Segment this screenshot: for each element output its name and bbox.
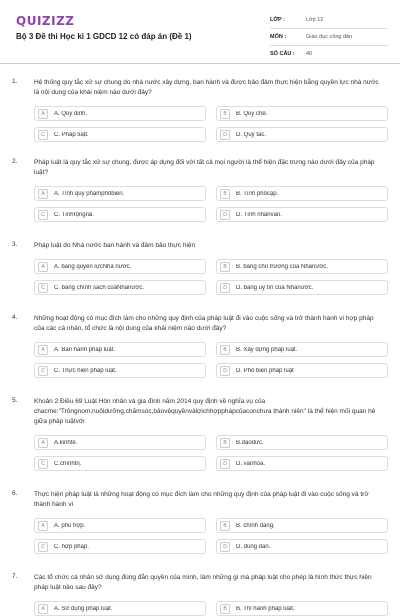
option-text: B. chính đáng.: [236, 522, 275, 529]
option-text: D. Quy tắc.: [236, 131, 267, 138]
option-letter-box: C: [38, 542, 48, 552]
option-text: A. Ban hành pháp luật.: [54, 346, 116, 353]
question-number: 6.: [12, 490, 18, 497]
question-list: [0, 78, 400, 616]
answer-option[interactable]: [216, 435, 388, 450]
question-item: [0, 490, 400, 554]
option-letter-box: D: [220, 210, 230, 220]
meta-row-class: [270, 12, 388, 29]
worksheet-title: Bộ 3 Đề thi Học kì 1 GDCD 12 có đáp án (Đề 1): [16, 32, 192, 41]
option-text: C. bằng chính sách củaNhànước.: [54, 284, 145, 291]
answer-option[interactable]: [34, 342, 206, 357]
option-letter-box: B: [220, 345, 230, 355]
worksheet-header: [0, 0, 400, 62]
option-text: A. phù hợp.: [54, 522, 86, 529]
answer-option[interactable]: [34, 601, 206, 616]
option-text: B. Thi hành pháp luật.: [236, 605, 295, 612]
option-letter-box: C: [38, 459, 48, 469]
option-text: C. Thực hiện pháp luật.: [54, 367, 117, 374]
question-item: [0, 158, 400, 222]
answer-option[interactable]: [216, 601, 388, 616]
answer-options: [34, 342, 380, 378]
option-letter-box: C: [38, 130, 48, 140]
option-letter-box: A: [38, 189, 48, 199]
option-letter-box: A: [38, 521, 48, 531]
answer-option[interactable]: [34, 280, 206, 295]
meta-label: SỐ CÂU :: [270, 51, 295, 57]
answer-option[interactable]: [34, 127, 206, 142]
option-text: C. hợp pháp.: [54, 543, 89, 550]
answer-option[interactable]: [34, 539, 206, 554]
option-letter-box: B: [220, 438, 230, 448]
option-text: D. đúng đắn.: [236, 543, 271, 550]
option-text: B. Xây dựng pháp luật.: [236, 346, 298, 353]
question-number: 2.: [12, 158, 18, 165]
question-item: [0, 397, 400, 471]
question-number: 1.: [12, 78, 18, 85]
option-letter-box: B: [220, 521, 230, 531]
option-letter-box: A: [38, 109, 48, 119]
answer-option[interactable]: [216, 342, 388, 357]
answer-option[interactable]: [34, 456, 206, 471]
question-text: Những hoạt động có mục đích làm cho những quy định của pháp luật đi vào cuộc sống và trở thành hành vi hợp pháp của các cá nhân, tổ chức là nội dung của khái niệm nào dưới đây?: [34, 315, 374, 332]
answer-option[interactable]: [216, 539, 388, 554]
question-text: Thực hiện pháp luật là những hoạt động có mục đích làm cho những quy định của pháp luật đi vào cuộc sống và trở thành hành vi: [34, 491, 369, 508]
question-number: 7.: [12, 573, 18, 580]
answer-option[interactable]: [34, 518, 206, 533]
question-text: Hệ thống quy tắc xử sự chung do nhà nước xây dựng, ban hành và được bảo đảm thực hiện bằng quyền lực nhà nước là nội dung của khái niệm nào dưới đây?: [34, 79, 379, 96]
option-letter-box: B: [220, 604, 230, 614]
question-number: 5.: [12, 397, 18, 404]
question-text: Các tổ chức cá nhân sử dụng đúng đắn quyền của mình, làm những gì mà pháp luật cho phép là hình thức thực hiện pháp luật nào sau đây?: [34, 574, 372, 591]
option-letter-box: C: [38, 366, 48, 376]
option-letter-box: D: [220, 366, 230, 376]
option-text: D. Phổ biến pháp luật: [236, 367, 294, 374]
option-letter-box: C: [38, 210, 48, 220]
answer-option[interactable]: [216, 518, 388, 533]
question-number: 4.: [12, 314, 18, 321]
option-text: D. vănhóa.: [236, 460, 266, 467]
answer-options: [34, 435, 380, 471]
meta-value: 40: [306, 51, 313, 57]
answer-options: [34, 518, 380, 554]
option-text: A. Tính quy phạmphổbiến.: [54, 190, 125, 197]
answer-option[interactable]: [216, 456, 388, 471]
option-text: A. bằng quyền lựcNhà nước.: [54, 263, 132, 270]
option-text: C. Tínhrộngrãi.: [54, 211, 94, 218]
meta-label: MÔN :: [270, 34, 287, 40]
answer-option[interactable]: [216, 259, 388, 274]
question-text: Khoản 2 Điều 69 Luật Hôn nhân và gia đình năm 2014 quy định về nghĩa vụ của chacme:"Trôngnom,nuôidưỡng,chămsóc,bảovệquyềnvàlợichhợpphápcủaconchưa thành niên" là thể hiện mối quan hệ giữa pháp luậtvới: [34, 398, 376, 425]
answer-option[interactable]: [34, 363, 206, 378]
worksheet-meta: [270, 12, 388, 62]
option-text: B. Quy chế.: [236, 110, 268, 117]
option-letter-box: A: [38, 604, 48, 614]
option-letter-box: A: [38, 438, 48, 448]
option-letter-box: B: [220, 262, 230, 272]
answer-option[interactable]: [34, 259, 206, 274]
answer-option[interactable]: [216, 127, 388, 142]
option-letter-box: D: [220, 542, 230, 552]
option-letter-box: A: [38, 262, 48, 272]
header-divider: [0, 63, 400, 64]
question-item: [0, 241, 400, 295]
option-text: B.đạođức.: [236, 439, 264, 446]
option-letter-box: C: [38, 283, 48, 293]
meta-label: LỚP :: [270, 17, 285, 23]
option-text: D. Tính nhânvăn.: [236, 211, 282, 218]
option-letter-box: D: [220, 130, 230, 140]
meta-row-question-count: [270, 46, 388, 62]
option-text: A. Quy định.: [54, 110, 88, 117]
option-text: D. bằng uy tín của Nhànước.: [236, 284, 314, 291]
option-text: A.kinhtế.: [54, 439, 78, 446]
question-item: [0, 314, 400, 378]
answer-option[interactable]: [216, 363, 388, 378]
question-number: 3.: [12, 241, 18, 248]
option-text: C.chínhtrị.: [54, 460, 82, 467]
quizizz-logo: QUIZIZZ: [16, 14, 75, 28]
option-letter-box: A: [38, 345, 48, 355]
option-letter-box: D: [220, 283, 230, 293]
meta-value: Lớp 12: [306, 17, 324, 23]
answer-option[interactable]: [34, 435, 206, 450]
question-text: Pháp luật do Nhà nước ban hành và đảm bảo thực hiện: [34, 242, 196, 249]
answer-option[interactable]: [216, 186, 388, 201]
question-text: Pháp luật là quy tắc xử sự chung, được áp dụng đối với tất cả mọi người là thể hiện đặc trưng nào dưới đây của pháp luật?: [34, 159, 375, 176]
option-letter-box: B: [220, 189, 230, 199]
option-text: B. Tính phổcập.: [236, 190, 279, 197]
option-text: B. bằng chủ trương của Nhànước.: [236, 263, 328, 270]
answer-option[interactable]: [34, 186, 206, 201]
meta-value: Giáo dục công dân: [306, 34, 353, 40]
answer-option[interactable]: [216, 280, 388, 295]
option-letter-box: B: [220, 109, 230, 119]
option-text: A. Sử dụng pháp luật.: [54, 605, 113, 612]
answer-options: [34, 106, 380, 142]
answer-options: [34, 601, 380, 616]
option-text: C. Pháp luật.: [54, 131, 89, 138]
meta-row-subject: [270, 29, 388, 46]
answer-options: [34, 186, 380, 222]
answer-option[interactable]: [34, 106, 206, 121]
answer-option[interactable]: [216, 106, 388, 121]
question-item: [0, 573, 400, 616]
option-letter-box: D: [220, 459, 230, 469]
answer-options: [34, 259, 380, 295]
question-item: [0, 78, 400, 142]
answer-option[interactable]: [216, 207, 388, 222]
answer-option[interactable]: [34, 207, 206, 222]
